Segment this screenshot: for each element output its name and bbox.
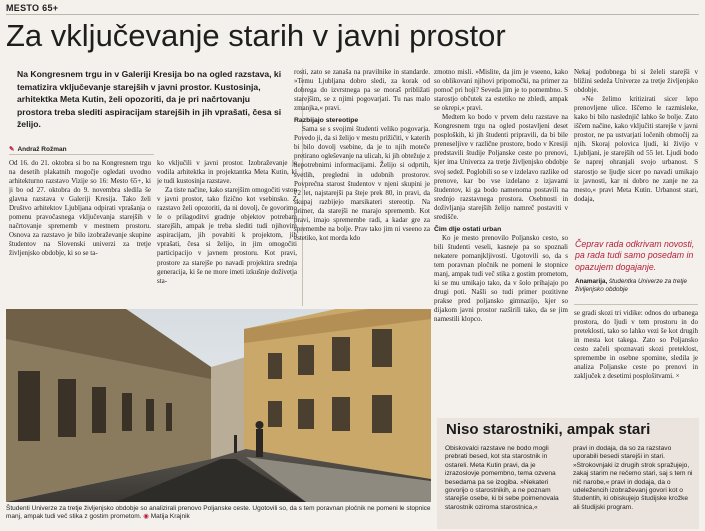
article-column-1 — [9, 159, 151, 307]
photo-caption — [6, 505, 431, 521]
article-column-2 — [157, 159, 297, 307]
author-name: Andraž Rožman — [17, 146, 67, 153]
paragraph: rosti, zato se zanaša na pravilnike in standarde. »Temu Ljubljana dobro sledi, za korak od dobrega do izvrstnega pa se moraš približati starejšim, se z njimi pogovarjati. Tu nas malo zmanjka,« pravi. — [294, 68, 430, 113]
quote-rule — [574, 304, 698, 305]
paragraph: ko vključili v javni prostor. Izobraževanje je vodila arhitektka in projektantka Meta Kutin, ki je tudi kustosinja razstave. — [157, 159, 297, 186]
headline: Za vključevanje starih v javni prostor — [6, 18, 506, 53]
paragraph: Ko je mesto prenovilo Poljansko cesto, so bili študenti veseli, kasneje pa so spoznali nekatere pomanjkljivosti. Ugotovili so, da s tem poravnan pločnik ne pomeni le stopnice manj, ampak tudi več stika z gostim prometom, ki se mu umikajo tako, da v šolo prihajajo po drugi poti. Našli so tudi primer pozitivne prakse pred poljansko gimnazijo, kjer so dijakom javni prostor razširili tako, da se jim namestili klopco. — [434, 233, 568, 324]
article-column-4 — [434, 68, 568, 408]
paragraph: Medtem ko bodo v prvem delu razstave na Kongresnem trgu na ogled postavljeni deset posploških, ki jih študenti pripravili, da bi bile preneseljive v različne prostore, bodo v Kresiji predstavili študije Poljanske ceste po prenovi, kjer ima Univerza za tretje življenjsko obdobje svoj sedež. Poglobili so se v izdelavo razlike od prenove, kar bo vse izdelano z izjavami študentov, ki ga bodo namenoma postavili na srednjo razstavnega prostora. Osebnosti in doživljanja starejših želijo namreč postaviti v središče. — [434, 113, 568, 221]
subheading-stereotypes: Razbijajo stereotipe — [294, 117, 359, 125]
paragraph: Od 16. do 21. oktobra si bo na Kongresnem trgu na desetih plakatnih mogočje ogledati uvodno arhitekturno razstavo Vizije so 16: Mesto 65+, ki ji bo od 27. oktobra do 9. novembra sledila še glavna razstava v Galeriji Kresija. Tako želi Društvo arhitektov Ljubljana odpirati vprašanja o pomenu pravočasnega vključevanja starejših v načrtovanje sprememb v mestnem prostoru. Osnova za razstavo je bilo izobraževanje skupine študentov na Slovenski univerzi za tretje življenjsko obdobje, ki so se ta- — [9, 159, 151, 258]
pen-icon: ✎ — [9, 146, 15, 153]
article-column-6 — [574, 309, 698, 409]
quote-author: Anamarija, — [575, 278, 608, 286]
paragraph: Sama se s svojimi študenti veliko pogovarja. Povedo ji, da si želijo v mestu prižičiti, v katerih bi bilo dovolj vsebine, da je to njih moteče pretirano ogleševanje na ulicah, ki jih obtežuje z nepotrebnimi informacijami. Želijo si odprtih, svetlih, pregledni in udobnih prostorov. Povprečna starost študentov v njeni skupini je 72 let, najstarejši pa šteje prek 80, in pravi, da skupaj razbijejo marsikateri stereotip. Na primer, da starejši ne marajo sprememb. Kot pravi, imajo spremembe radi, a kadar gre za spremembe na bolje. Prav tako jim ni vseeno za estetiko, kot morda kdo — [294, 125, 430, 242]
caption-text: Študenti Univerze za tretje življenjsko obdobje so analizirali prenovo Poljanske ceste. Ugotovili so, da s tem poravnan pločnik ne pomeni le stopnice manj, ampak tudi več stika z gostim prometom. — [6, 505, 431, 521]
section-label: MESTO 65+ — [6, 3, 59, 13]
paragraph: »Ne želimo kritizirati sicer lepo prenovljene ulice. Iščemo le razmisleke, kako bi bilo naslednjič lahko še bolje. Zato iščem načine, kako vključiti starejše v javni prostor, ne pa ustvarjati ločenih območij za njih. Skoraj polovica ljudi, ki živijo v Ljubljani, je starejših od 55 let. Ljudi bodo še naprej ohranjali svojo urbanost. S starostjo se ljudje sicer po navadi umikajo iz javnosti, kar ni dobro ne zanje ne za mesto,« pravi Meta Kutin. Urbanost stari, dodaja, — [574, 95, 698, 203]
quote-attribution — [575, 278, 697, 294]
byline — [9, 145, 67, 153]
box-title: Niso starostniki, ampak stari — [446, 421, 651, 438]
pull-quote — [575, 239, 697, 294]
photo-credit: Matija Krajnik — [150, 513, 190, 521]
lead-paragraph: Na Kongresnem trgu in v Galeriji Kresija bo na ogled razstava, ki tematizira vključevanje starejših v javni prostor. Kustosinja, arhitektka Meta Kutin, želi opozoriti, da je pri načrtovanju prostora treba slediti aspiracijam starejših in jih vprašati, česa si želijo. — [17, 69, 282, 130]
article-column-3 — [294, 68, 430, 306]
byline-rule — [9, 154, 154, 155]
paragraph: Za tiste načine, kako starejšim omogočiti vstop v javni prostor, tako fizično kot vsebinsko. Z razstavo želi opozoriti, da ni dovolj, če govorimo le o prilagoditvi gradnje objektov potrebam starejših, ampak je treba slediti tudi njihovim aspiracijam, jih povabiti k projektom, jih vprašati, česa si želijo, in jim omogočiti participacijo v javnem prostoru. Kot pravi, prostore za starejše po navadi projektira srednja generacija, ki še ne more imeti izkušnje doživetja sta- — [157, 186, 297, 285]
subheading-urban: Čim dlje ostati urban — [434, 225, 502, 233]
quote-text: Čeprav rada odkrivam novosti, pa rada tudi samo posedam in opazujem dogajanje. — [575, 239, 695, 272]
article-column-5 — [574, 68, 698, 234]
box-column-2: pravi in dodaja, da so za razstavo uporabili besedi starejši in stari. »Strokovnjaki iz drugih strok spražujejo, zakaj starim ne rečemo stari, saj s tem ni nič narobe,« pravi in dodaja, da o udeležencih izobraževanj govori kot o študentih, ki obiskujejo študijske krožke ali študijski program. — [573, 445, 693, 511]
box-column-1: Obiskovalci razstave ne bodo mogli prebrati besed, kot sta starostnik in ostareli. Meta Kutin pravi, da je izrazoslovje pomembno, tema ozvena besedama pa se izogiba. »Nekateri govorijo o starostnikih, a ne poznam starejše osebe, ki bi sebe poimenovala starostnik oziroma starostnica,« — [445, 445, 559, 511]
photo-illustration — [6, 309, 431, 502]
paragraph: Nekaj podobnega bi si želeli starejši v bližini sedeža Univerze za tretje življenjsko obdobje. — [574, 68, 698, 95]
camera-icon: ◉ — [143, 513, 149, 521]
quote-affiliation: študentka Univerze za tretje življenjsko obdobje — [575, 278, 688, 294]
street-photo — [6, 309, 431, 502]
paragraph: se gradi skozi tri vidike: odnos do urbanega prostora, do ljudi v tem prostoru in do preteklosti, tako so lahko vezi še kot drugih in mesta kot takega. Zato so Poljansko cesto začeli spoznavati skozi preteklost, spremembe in osebne spomine, sledila je analiza Poljanske ceste po prenovi in zaključek z desetimi posplošitvami. × — [574, 309, 698, 381]
top-rule — [6, 14, 699, 15]
paragraph: zmotno misli. »Mislite, da jim je vseeno, kako so oblikovani njihovi pripomočki, na primer za pomoč pri hoji? Seveda jim je to pomembno. S starostjo občutek za estetiko ne zbledi, ampak se okrepi,« pravi. — [434, 68, 568, 113]
